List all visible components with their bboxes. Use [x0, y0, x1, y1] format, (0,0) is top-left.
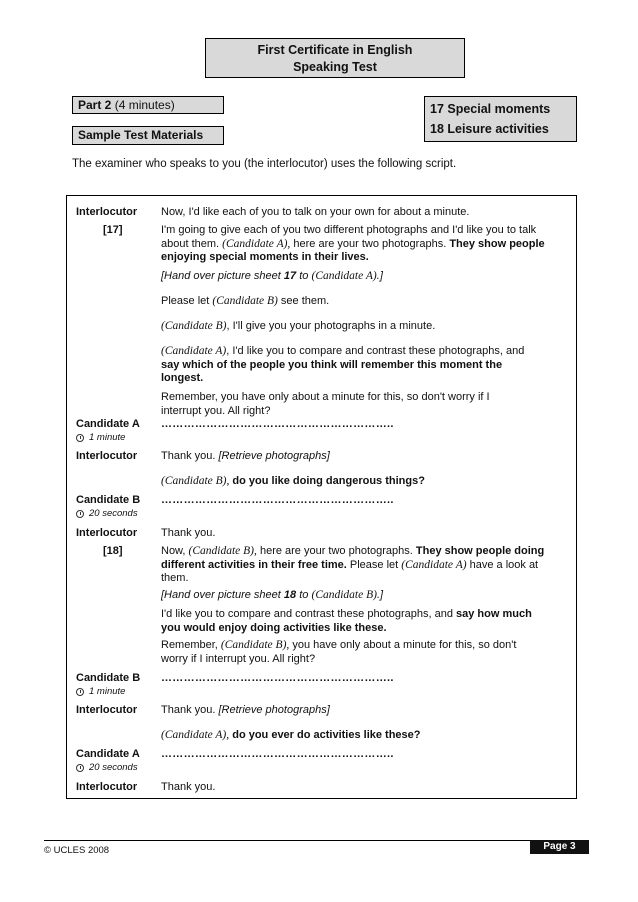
- script-line: (Candidate A), do you ever do activities like these?: [161, 729, 421, 741]
- clock-icon: [76, 764, 84, 772]
- speaker-interlocutor: Interlocutor: [76, 206, 138, 218]
- topics-box: [424, 96, 577, 142]
- part-duration: (4 minutes): [114, 98, 175, 112]
- materials-label: Sample Test Materials: [72, 126, 224, 145]
- intro-text: The examiner who speaks to you (the interlocutor) uses the following script.: [72, 158, 457, 170]
- response-dots: ……………………………………………………..: [161, 494, 394, 506]
- response-dots: ……………………………………………………..: [161, 672, 394, 684]
- document-title: [205, 38, 465, 78]
- speaker-interlocutor: Interlocutor: [76, 450, 138, 462]
- title-line-2: Speaking Test: [293, 60, 377, 74]
- speaker-candidate-b: Candidate B: [76, 672, 141, 684]
- script-line: Thank you. [Retrieve photographs]: [161, 450, 330, 462]
- speaker-interlocutor: Interlocutor: [76, 781, 138, 793]
- timer-label: 1 minute: [76, 432, 125, 443]
- timer-label: 20 seconds: [76, 508, 138, 519]
- response-dots: ……………………………………………………..: [161, 418, 394, 430]
- script-line: Remember, you have only about a minute for this, so don't worry if I interrupt you. All right?: [161, 391, 490, 417]
- page-number: Page 3: [530, 840, 589, 854]
- copyright: © UCLES 2008: [44, 845, 110, 856]
- script-line: Remember, (Candidate B), you have only about a minute for this, so don't worry if I interrupt you. All right?: [161, 639, 517, 665]
- topic-18: 18 Leisure activities: [430, 122, 549, 136]
- script-line: Thank you. [Retrieve photographs]: [161, 704, 330, 716]
- timer-label: 20 seconds: [76, 762, 138, 773]
- part-label: [72, 96, 224, 114]
- speaker-candidate-a: Candidate A: [76, 418, 140, 430]
- topic-17: 17 Special moments: [430, 102, 551, 116]
- response-dots: ……………………………………………………..: [161, 748, 394, 760]
- speaker-interlocutor: Interlocutor: [76, 527, 138, 539]
- speaker-candidate-a: Candidate A: [76, 748, 140, 760]
- timer-label: 1 minute: [76, 686, 125, 697]
- stage-direction: [Hand over picture sheet 17 to (Candidate A).]: [161, 270, 383, 282]
- script-line: (Candidate B), do you like doing dangerous things?: [161, 475, 425, 487]
- script-line: Now, I'd like each of you to talk on your own for about a minute.: [161, 206, 470, 218]
- task-number-17: [17]: [103, 224, 123, 236]
- part-name: Part 2: [78, 98, 112, 112]
- script-line: I'm going to give each of you two different photographs and I'd like you to talk about them. (Candidate A), here are your two photographs. They show people enjoying special moments in their lives.: [161, 224, 545, 263]
- stage-direction: [Hand over picture sheet 18 to (Candidate B).]: [161, 589, 384, 601]
- script-line: Please let (Candidate B) see them.: [161, 295, 330, 307]
- script-line: Thank you.: [161, 781, 216, 793]
- script-line: (Candidate A), I'd like you to compare and contrast these photographs, and say which of the people you think will remember this moment the longest.: [161, 345, 525, 384]
- script-line: (Candidate B), I'll give you your photographs in a minute.: [161, 320, 436, 332]
- script-line: I'd like you to compare and contrast these photographs, and say how much you would enjoy doing activities like these.: [161, 608, 532, 634]
- title-line-1: First Certificate in English: [257, 43, 413, 57]
- clock-icon: [76, 688, 84, 696]
- clock-icon: [76, 510, 84, 518]
- speaker-candidate-b: Candidate B: [76, 494, 141, 506]
- script-line: Thank you.: [161, 527, 216, 539]
- footer-divider: [44, 840, 589, 841]
- clock-icon: [76, 434, 84, 442]
- speaker-interlocutor: Interlocutor: [76, 704, 138, 716]
- script-line: Now, (Candidate B), here are your two photographs. They show people doing different activities in their free time. Please let (Candidate A) have a look at them.: [161, 545, 545, 584]
- task-number-18: [18]: [103, 545, 123, 557]
